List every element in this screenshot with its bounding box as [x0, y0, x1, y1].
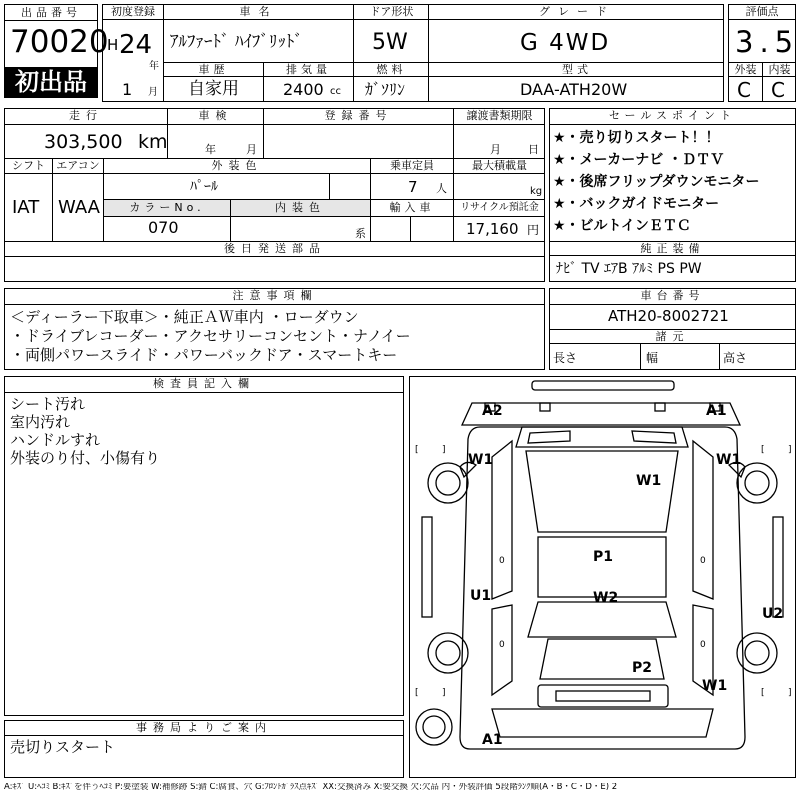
damage-mark-u2: U2 — [762, 606, 784, 622]
car-name: ｱﾙﾌｧｰﾄﾞ ﾊｲﾌﾞﾘｯﾄﾞ — [170, 32, 303, 52]
equipment-value: ﾅﾋﾞ TV ｴｱB ｱﾙﾐ PS PW — [556, 261, 702, 277]
recycle: 17,160 — [466, 220, 519, 238]
sales-point-item: ★・後席フリップダウンモニター — [553, 174, 760, 190]
delivery-day-unit: 日 — [528, 143, 539, 156]
door-shape: 5W — [372, 30, 408, 55]
notes-label: 注意事項欄 — [232, 289, 318, 302]
damage-mark-w1-left: W1 — [468, 452, 494, 468]
recycle-label: リサイクル預託金 — [460, 202, 539, 213]
year-unit: 年 — [149, 61, 159, 72]
lot-label: 出品番号 — [5, 5, 97, 21]
mileage-unit: km — [138, 131, 168, 153]
svg-text:]: ] — [442, 445, 446, 455]
svg-text:0: 0 — [499, 640, 505, 650]
notes-line: ＜ディーラー下取車＞・純正ＡＷ車内 ・ローダウン — [10, 308, 359, 326]
displacement: 2400 — [283, 80, 324, 99]
lot-number: 70020 — [10, 24, 109, 60]
grade-label: グレード — [539, 5, 615, 18]
month-unit: 月 — [148, 87, 158, 98]
reg-month: 1 — [122, 80, 133, 99]
damage-mark-w1-center: W1 — [636, 473, 662, 489]
grade: G 4WD — [520, 30, 611, 56]
damage-mark-a1-top: A1 — [706, 403, 727, 419]
first-listing-badge: 初出品 — [5, 67, 97, 97]
legend-footer: A:ｷｽﾞ U:ﾍｺﾐ B:ｷｽﾞを伴うﾍｺﾐ P:要塗装 W:補修跡 S:錆 C:腐食、穴 G:ﾌﾛﾝﾄｶﾞﾗｽ点ｷｽﾞ XX:交換済み X:要交換 欠:欠品 内・外装評価 5段階ﾗﾝｸ順(A・B・C・D・E) 2 — [4, 783, 618, 792]
history: 自家用 — [188, 79, 239, 99]
interior-color-label: 内装色 — [231, 200, 370, 216]
sales-point-item: ★・売り切りスタート！！ — [553, 130, 720, 146]
recycle-unit: 円 — [527, 223, 540, 237]
inspector-label: 検査員記入欄 — [153, 377, 255, 390]
svg-text:]: ] — [788, 688, 792, 698]
mileage: 303,500 — [44, 131, 123, 153]
inspection-year-unit: 年 — [205, 143, 216, 156]
damage-diagram — [409, 376, 796, 778]
model-label: 型式 — [562, 63, 592, 76]
damage-mark-a1-bottom: A1 — [482, 732, 503, 748]
damage-mark-u1: U1 — [470, 588, 492, 604]
damage-mark-p2: P2 — [632, 660, 653, 676]
damage-mark-w1-right: W1 — [716, 452, 742, 468]
svg-text:[: [ — [415, 688, 419, 698]
displacement-label: 排気量 — [286, 63, 331, 76]
height-label: 高さ — [723, 351, 748, 365]
svg-text:[: [ — [415, 445, 419, 455]
import-label: 輸入車 — [389, 201, 435, 214]
inspection-label: 車検 — [198, 109, 233, 122]
shift-label: シフト — [12, 159, 45, 172]
delivery-label: 譲渡書類期限 — [466, 109, 533, 122]
dims-label: 諸元 — [655, 330, 690, 343]
fuel-label: 燃料 — [376, 63, 407, 76]
inspector-line: 外装のり付、小傷有り — [10, 449, 161, 467]
load-unit: kg — [530, 186, 543, 197]
inspection-month-unit: 月 — [246, 143, 257, 156]
load-label: 最大積載量 — [472, 159, 527, 172]
inspector-line: シート汚れ — [10, 395, 86, 413]
damage-mark-w1-rear: W1 — [702, 678, 728, 694]
later-parts-label: 後日発送部品 — [224, 242, 326, 255]
car-outline-diagram — [410, 377, 795, 777]
delivery-month-unit: 月 — [490, 143, 501, 156]
ext-label: 外装 — [734, 63, 757, 76]
capacity: 7 — [408, 178, 418, 196]
notes-line: ・両側パワースライド・パワーバックドア・スマートキー — [10, 346, 398, 364]
inspector-line: ハンドルすれ — [10, 431, 101, 449]
displacement-unit: cc — [330, 86, 341, 97]
width-label: 幅 — [646, 351, 659, 365]
door-label: ドア形状 — [369, 5, 414, 18]
ac-label: エアコン — [56, 159, 100, 172]
office-text: 売切りスタート — [10, 738, 116, 756]
score: 3.5 — [735, 25, 800, 59]
chassis-number: ATH20-8002721 — [608, 307, 729, 325]
equipment-label: 純正装備 — [640, 242, 705, 255]
sales-points-label: セールスポイント — [608, 109, 736, 122]
sales-point-item: ★・ビルトインＥＴＣ — [553, 218, 691, 234]
int-label: 内装 — [768, 63, 791, 76]
office-label: 事務局よりご案内 — [136, 721, 272, 734]
score-label: 評価点 — [745, 5, 779, 18]
inspector-line: 室内汚れ — [10, 413, 71, 431]
shift: IAT — [12, 197, 40, 218]
chassis-label: 車台番号 — [640, 289, 705, 302]
damage-mark-w2: W2 — [593, 590, 619, 606]
reg-year: 24 — [119, 30, 153, 60]
capacity-label: 乗車定員 — [390, 159, 434, 172]
notes-line: ・ドライブレコーダー・アクセサリーコンセント・ナノイー — [10, 327, 411, 345]
exterior-color-label: 外装色 — [211, 159, 263, 172]
int-score: C — [771, 78, 785, 102]
svg-text:0: 0 — [700, 640, 706, 650]
sales-point-item: ★・バックガイドモニター — [553, 196, 720, 212]
ext-score: C — [737, 78, 751, 102]
ac: WAA — [58, 197, 100, 218]
exterior-color: ﾊﾟｰﾙ — [190, 179, 218, 195]
svg-text:]: ] — [442, 688, 446, 698]
svg-text:0: 0 — [499, 556, 505, 566]
sales-point-item: ★・メーカーナビ ・ＤＴＶ — [553, 152, 725, 168]
plate-label: 登録番号 — [324, 109, 393, 122]
mileage-label: 走行 — [69, 109, 103, 122]
era: H — [107, 36, 119, 54]
color-no-label: カラーNo. — [104, 200, 230, 216]
damage-mark-a2: A2 — [482, 403, 503, 419]
svg-text:0: 0 — [700, 556, 706, 566]
model: DAA-ATH20W — [520, 80, 628, 99]
name-label: 車名 — [239, 5, 278, 18]
fuel: ｶﾞｿﾘﾝ — [365, 80, 406, 99]
history-label: 車歴 — [198, 63, 229, 76]
color-no: 070 — [148, 218, 179, 237]
lot-number-box — [4, 4, 109, 98]
svg-text:[: [ — [761, 688, 765, 698]
svg-text:[: [ — [761, 445, 765, 455]
damage-mark-p1: P1 — [593, 549, 614, 565]
capacity-unit: 人 — [436, 182, 447, 195]
interior-unit: 系 — [355, 227, 366, 240]
reg-label: 初度登録 — [111, 5, 155, 18]
svg-text:]: ] — [788, 445, 792, 455]
length-label: 長さ — [553, 351, 578, 365]
